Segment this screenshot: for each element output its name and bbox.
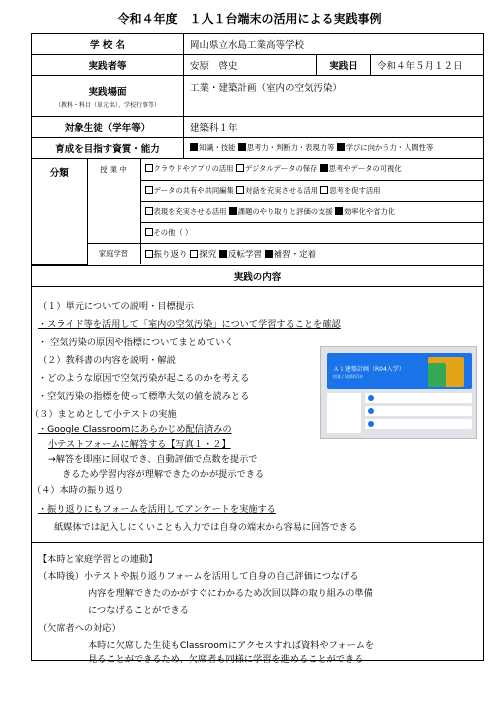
footer-line: につなげることができる [88, 604, 189, 616]
assignment-icon [368, 395, 374, 401]
page-title: 令和４年度 １人１台端末の活用による実践事例 [117, 12, 382, 26]
category-checkbox [320, 164, 328, 172]
stream-item [365, 419, 472, 429]
banner-illustration-accent [428, 363, 446, 387]
ability-item: 知識・技能 [190, 143, 235, 152]
ability-checkbox-0 [190, 143, 198, 151]
content-line: きるため学習内容が理解できたのかが提示できる [62, 468, 265, 480]
home-study-checkbox [145, 250, 153, 258]
content-line: →解答を即座に回収でき、自動評価で点数を提示で [48, 453, 258, 465]
classroom-screenshot [320, 346, 477, 439]
ability-options [184, 138, 484, 159]
category-checkbox [236, 186, 244, 194]
content-line: ・スライド等を活用して「室内の空気汚染」について学習することを確認 [38, 318, 341, 330]
ability-checkbox-2 [337, 143, 345, 151]
content-line: （４）本時の振り返り [32, 484, 124, 496]
content-header: 実践の内容 [32, 265, 484, 286]
content-section [32, 286, 484, 542]
home-study-checkbox [190, 250, 198, 258]
stream-item [365, 393, 472, 403]
category-checkbox [229, 207, 237, 215]
classroom-banner [327, 353, 472, 389]
connection-section [32, 542, 484, 665]
footer-line: 内容を理解できたのかがすぐにわかるため次回以降の取り組みの準備 [88, 587, 373, 599]
scene-label-cell [32, 76, 184, 117]
home-study-options: 振り返り 探究 反転学習 補習・定着 [140, 243, 483, 264]
practice-report-table [30, 33, 484, 665]
content-line: ・振り返りにもフォームを活用してアンケートを実施する [38, 503, 276, 515]
category-checkbox [145, 186, 153, 194]
target-value: 建築科１年 [184, 117, 484, 138]
category-row-2: 表現を充実させる活用 課題のやり取りと評価の支援 効率化や省力化 [140, 201, 483, 222]
content-line: ・空気汚染の指標を使って標準大気の値を読みとる [38, 390, 250, 402]
practitioner-value: 安原 啓史 [184, 55, 317, 76]
category-row-3: その他（ ） [140, 222, 483, 243]
footer-line: 見ることができるため、欠席者も同様に学習を進めることができる [88, 653, 364, 665]
assignment-icon [368, 421, 374, 427]
category-checkbox [145, 207, 153, 215]
school-value: 岡山県立水島工業高等学校 [184, 34, 484, 55]
scene-value: 工業・建築計画（室内の空気汚染） [184, 76, 484, 117]
category-checkbox [335, 207, 343, 215]
scene-sublabel: （教科・科目（単元名）、学校行事等） [54, 101, 160, 109]
date-value: 令和４年５月１２日 [371, 55, 484, 76]
category-checkbox [320, 186, 328, 194]
content-line: ・Google Classroomにあらかじめ配信済みの [38, 423, 232, 435]
stream-item [365, 406, 472, 416]
school-label: 学 校 名 [32, 34, 184, 55]
classroom-sidebar [327, 393, 361, 433]
category-checkbox [145, 164, 153, 172]
category-checkbox [145, 228, 153, 236]
ability-item: 学びに向かう力・人間性等 [337, 143, 434, 152]
home-study-checkbox [219, 250, 227, 258]
target-label: 対象生徒（学年等） [32, 117, 184, 138]
footer-line: （欠席者への対応） [38, 622, 121, 634]
banner-title: Ａ１建築計画（R04入学） [333, 365, 405, 373]
scene-label: 実践場面 [88, 86, 127, 98]
content-line: （１）単元についての説明・目標提示 [38, 300, 195, 312]
category-row-0: クラウドやアプリの活用 デジタルデータの保存 思考やデータの可視化 [140, 159, 483, 180]
footer-line: 【本時と家庭学習との連動】 [38, 553, 158, 565]
content-line: ・ 空気汚染の原因や指標についてまとめていく [38, 336, 234, 348]
ability-checkbox-1 [238, 143, 246, 151]
banner-subtitle: 授業 / 建築科1年 [333, 373, 364, 379]
category-row-1: データの共有や共同編集 対話を充実させる活用 思考を促す活用 [140, 180, 483, 201]
category-label: 分類 [32, 159, 87, 264]
home-study-label: 家庭学習 [87, 243, 140, 264]
ability-item: 思考力・判断力・表現力等 [238, 143, 335, 152]
practitioner-label: 実践者等 [32, 55, 184, 76]
content-line: 小テストフォームに解答する【写真１・２】 [48, 438, 231, 450]
assignment-icon [368, 408, 374, 414]
content-line: （３）まとめとして小テストの実施 [30, 408, 177, 420]
content-line: 紙媒体では記入しにくいことも入力では自身の端末から容易に回答できる [54, 521, 358, 533]
date-label: 実践日 [317, 55, 371, 76]
in-class-label: 授 業 中 [87, 159, 140, 243]
home-study-checkbox [265, 250, 273, 258]
footer-line: 本時に欠席した生徒もClassroomにアクセスすれば資料やフォームを [88, 639, 375, 651]
ability-label: 育成を目指す資質・能力 [32, 138, 184, 159]
footer-line: （本時後）小テストや振り返りフォームを活用して自身の自己評価につなげる [38, 570, 359, 582]
category-section [32, 159, 484, 266]
content-line: （２）教科書の内容を説明・解説 [38, 354, 176, 366]
category-checkbox [236, 164, 244, 172]
content-line: ・どのような原因で空気汚染が起こるのかを考える [38, 372, 250, 384]
